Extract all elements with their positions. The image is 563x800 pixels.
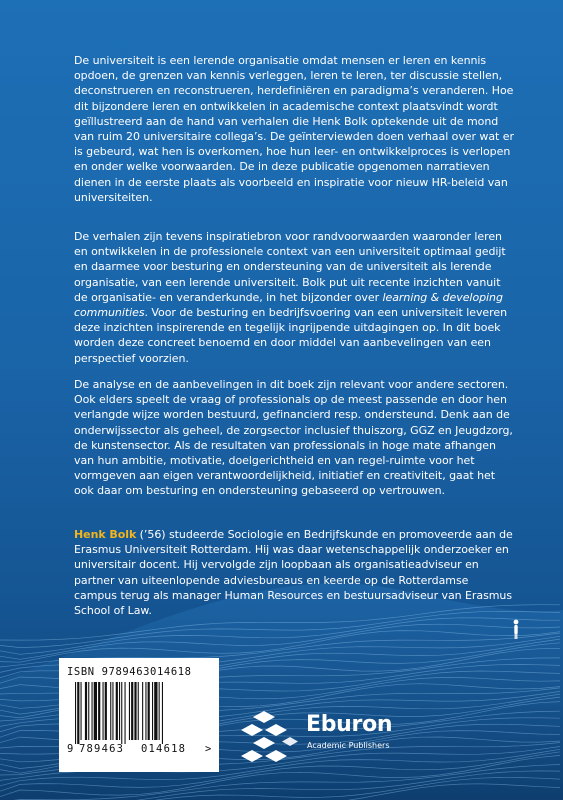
barcode-bar [112,682,113,740]
barcode-bar [105,682,107,740]
barcode-bar [134,682,136,740]
author-bio-body: (’56) studeerde Sociologie en Bedrijfskunde en promoveerde aan de Erasmus Universiteit Rotterdam. Hij was daar wetenschappelijk onderzoeker en universitair docent. Hij vervolgde zijn loopbaan als organisatieadviseur en partner van uiteenlopende adviesbureaus en keerde op de Rotterdamse campus terug als manager Human Resources en bestuursadviseur van Erasmus School of Law. [74,528,513,618]
barcode-bar [85,682,87,740]
barcode-digits-right: 014618 [141,743,187,754]
author-bio [74,527,514,618]
barcode-bar [138,682,139,740]
barcode-bar [131,682,133,740]
barcode-bar [142,682,143,740]
barcode-bar [129,682,130,740]
barcode-bar [94,682,97,740]
p2-italic-term: learning & developing communities [74,290,503,320]
barcode-bar [119,682,120,740]
barcode-arrow: > [205,743,212,754]
barcode-bar [152,682,153,740]
author-bio-text [74,527,514,618]
barcode-bar [88,682,89,740]
barcode-bar [125,682,126,744]
barcode-bar [162,682,163,744]
isbn-label: ISBN 9789463014618 [67,666,192,678]
barcode-bar [121,682,122,744]
blurb-paragraph-1 [74,53,514,205]
blurb-paragraph-3-text: De analyse en de aanbevelingen in dit boek zijn relevant voor andere sectoren. Ook elders speelt de vraag of professionals op de meest passende en door hen verlangde wijze worden bestuurd, gefinancierd resp. ondersteund. Denk aan de onderwijssector als geheel, de zorgsector inclusief thuiszorg, GGZ en Jeugdzorg, de kunstensector. Als de resultaten van professionals in hoge mate afhangen van hun ambitie, motivatie, doelgerichtheid en van regel-ruimte voor het vormgeven aan eigen verantwoordelijkheid, initiatief en creativiteit, gaat het ook daar om besturing en ondersteuning gebaseerd op vertrouwen. [74,378,513,498]
author-name: Henk Bolk [74,528,137,541]
publisher-name: Eburon [306,712,393,737]
barcode-bar [148,682,150,740]
barcode-digits-left: 789463 [79,743,125,754]
barcode-bar [92,682,93,740]
p2-text-after: . Voor de besturing en bedrijfsvoering van een universiteit leveren deze inzichten inspirerende en tegelijk ingrijpende uitdagingen op. In dit boek worden deze concreet benoemd en door middel van aanbevelingen van een perspectief voorzien. [74,306,507,365]
barcode-bar [77,682,79,744]
barcode-bar [159,682,160,740]
blurb-paragraph-2 [74,229,514,366]
blurb-paragraph-3 [74,377,514,499]
barcode-bar [145,682,146,740]
barcode-bar [81,682,82,740]
publisher-subtitle: Academic Publishers [307,741,390,750]
barcode-bar [75,682,76,744]
isbn-barcode [59,658,219,772]
barcode-digit-first: 9 [67,743,74,754]
barcode-graphic [67,682,213,754]
barcode-bar [116,682,118,740]
barcode-bar [154,682,157,740]
p2-text-before: De verhalen zijn tevens inspiratiebron voor randvoorwaarden waaronder leren en ontwikkelen in de professionele context van een universiteit optimaal gedijt en daarmee voor besturing en ondersteuning van de universiteit als lerende organisatie, van een lerende universiteit. Bolk put uit recente inzichten vanuit de organisatie- en veranderkunde, in het bijzonder over [74,230,506,304]
barcode-bar [98,682,100,740]
blurb-paragraph-1-text: De universiteit is een lerende organisatie omdat mensen er leren en kennis opdoen, de grenzen van kennis verleggen, leren te leren, ter discussie stellen, deconstrueren en reconstrueren, herdefiniëren en paradigma’s veranderen. Hoe dit bijzondere leren en ontwikkelen in academische context plaatsvindt wordt geïllustreerd aan de hand van verhalen die Henk Bolk optekende uit de mond van ruim 20 universitaire collega’s. De geïnterviewden doen verhaal over wat er is gebeurd, wat hen is overkomen, hoe hun leer- en ontwikkelproces is verlopen en onder welke voorwaarden. De in deze publicatie opgenomen narratieven dienen in de eerste plaats als voorbeeld en inspiratie voor nieuw HR-beleid van universiteiten. [74,54,514,204]
barcode-bar [103,682,104,740]
blurb-paragraph-2-text [74,229,514,366]
barcode-bar [110,682,111,740]
